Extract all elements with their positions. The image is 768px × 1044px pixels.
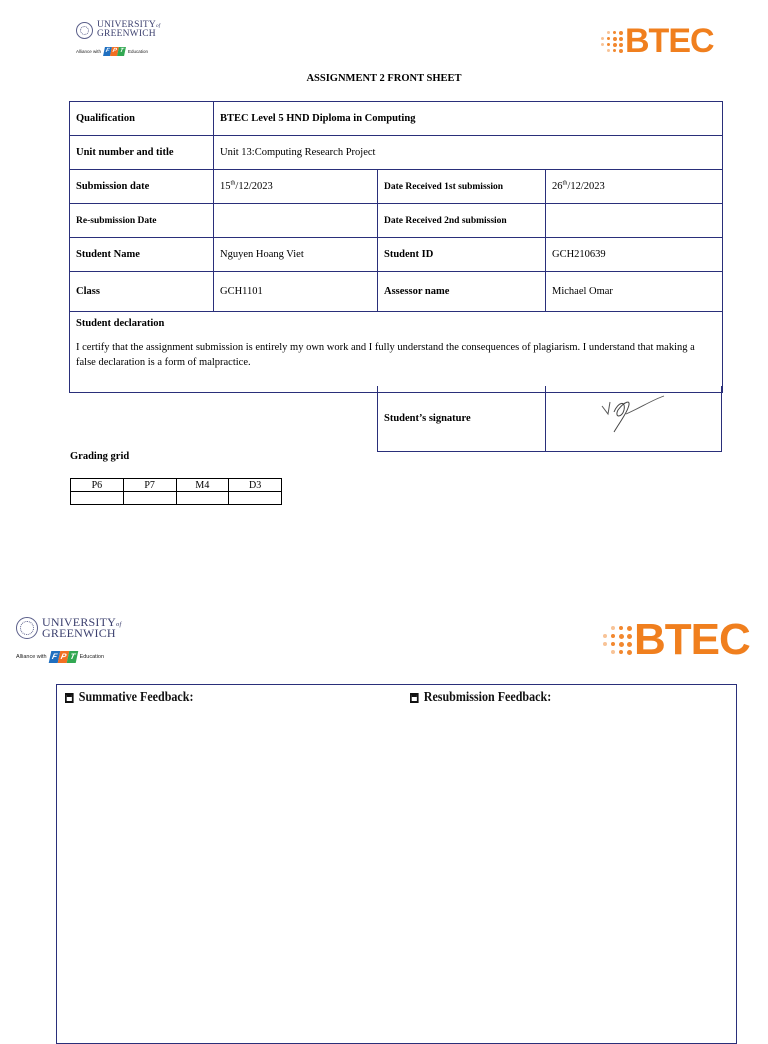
grade-header-m4: M4 xyxy=(176,479,229,492)
uog-line1: UNIVERSITY xyxy=(97,20,156,30)
submission-date-label: Submission date xyxy=(70,170,214,204)
student-name-label: Student Name xyxy=(70,238,214,272)
uog-line1: UNIVERSITY xyxy=(42,615,116,629)
qualification-row xyxy=(70,102,723,136)
grading-header-row xyxy=(71,479,282,492)
submission-rest: /12/2023 xyxy=(235,181,273,192)
uog-line2: GREENWICH xyxy=(97,29,156,40)
fpt-letter-f: F xyxy=(48,651,60,663)
student-id-label: Student ID xyxy=(378,238,546,272)
student-id-value: GCH210639 xyxy=(546,238,723,272)
alliance-prefix: Alliance with xyxy=(16,653,47,660)
assessor-label: Assessor name xyxy=(378,272,546,312)
declaration-text: I certify that the assignment submission is entirely my own work and I fully understand the consequences of plagiarism. I understand that making a false declaration is a form of malpractice. xyxy=(76,342,695,369)
resubmission-date-label: Re-submission Date xyxy=(70,204,214,238)
signature-area xyxy=(546,386,721,451)
alliance-line xyxy=(16,651,122,663)
alliance-prefix: Alliance with xyxy=(76,49,102,55)
btec-wordmark: BTEC xyxy=(625,22,714,60)
grading-value-row xyxy=(71,492,282,505)
grade-header-p7: P7 xyxy=(123,479,176,492)
uog-line2: GREENWICH xyxy=(42,626,116,641)
university-of-greenwich-logo xyxy=(76,21,160,56)
grade-value-d3 xyxy=(229,492,282,505)
checkbox-icon xyxy=(65,693,74,703)
unit-value: Unit 13:Computing Research Project xyxy=(214,136,723,170)
summative-feedback-label xyxy=(65,690,193,706)
fpt-logo xyxy=(50,651,77,663)
grade-header-p6: P6 xyxy=(71,479,124,492)
fpt-letter-t: T xyxy=(66,651,78,663)
front-sheet-table xyxy=(69,101,723,393)
resubmission-feedback-label xyxy=(410,690,551,706)
unit-row xyxy=(70,136,723,170)
submission-day: 15 xyxy=(220,181,231,192)
class-value: GCH1101 xyxy=(214,272,378,312)
btec-wordmark: BTEC xyxy=(634,615,750,664)
fpt-letter-f: F xyxy=(103,47,112,56)
received-1st-day: 26 xyxy=(552,181,563,192)
grade-value-p7 xyxy=(123,492,176,505)
page-title: ASSIGNMENT 2 FRONT SHEET xyxy=(306,73,462,84)
qualification-value: BTEC Level 5 HND Diploma in Computing xyxy=(214,102,723,136)
received-1st-label: Date Received 1st submission xyxy=(378,170,546,204)
alliance-line xyxy=(76,47,160,56)
class-label: Class xyxy=(70,272,214,312)
resubmission-date-value xyxy=(214,204,378,238)
received-1st-value xyxy=(546,170,723,204)
resubmission-feedback-text: Resubmission Feedback: xyxy=(423,690,552,705)
checkbox-icon xyxy=(410,693,419,703)
submission-date-value xyxy=(214,170,378,204)
btec-logo-page2 xyxy=(603,615,750,665)
btec-dots-icon xyxy=(601,31,623,53)
grading-grid-table xyxy=(70,478,282,505)
class-row xyxy=(70,272,723,312)
unit-label: Unit number and title xyxy=(70,136,214,170)
feedback-box xyxy=(56,684,737,1044)
uog-of: of xyxy=(116,621,122,628)
signature-box xyxy=(377,386,722,452)
resubmission-row xyxy=(70,204,723,238)
handwritten-signature xyxy=(596,392,676,436)
assessor-value: Michael Omar xyxy=(546,272,723,312)
greenwich-crest-icon xyxy=(16,617,38,639)
fpt-letter-p: P xyxy=(57,651,69,663)
received-2nd-value xyxy=(546,204,723,238)
alliance-suffix: Education xyxy=(79,653,105,660)
student-name-value: Nguyen Hoang Viet xyxy=(214,238,378,272)
greenwich-crest-icon xyxy=(76,22,93,39)
student-declaration xyxy=(70,312,723,393)
fpt-letter-p: P xyxy=(111,48,118,55)
submission-sup: th xyxy=(230,179,236,187)
fpt-letter-t: T xyxy=(117,47,126,56)
fpt-logo xyxy=(104,47,125,56)
uog-of: of xyxy=(156,23,161,29)
signature-label: Student’s signature xyxy=(378,386,546,451)
btec-dots-icon xyxy=(603,626,632,655)
declaration-title: Student declaration xyxy=(76,318,165,329)
qualification-label: Qualification xyxy=(70,102,214,136)
grade-header-d3: D3 xyxy=(229,479,282,492)
declaration-row xyxy=(70,312,723,393)
grade-value-p6 xyxy=(71,492,124,505)
summative-feedback-text: Summative Feedback: xyxy=(78,690,194,705)
btec-logo xyxy=(601,22,714,61)
alliance-suffix: Education xyxy=(128,49,149,55)
grading-grid-title: Grading grid xyxy=(70,451,130,462)
received-1st-rest: /12/2023 xyxy=(567,181,605,192)
university-of-greenwich-logo-page2 xyxy=(16,617,122,663)
received-1st-sup: th xyxy=(562,179,568,187)
student-row xyxy=(70,238,723,272)
submission-row xyxy=(70,170,723,204)
received-2nd-label: Date Received 2nd submission xyxy=(378,204,546,238)
grade-value-m4 xyxy=(176,492,229,505)
